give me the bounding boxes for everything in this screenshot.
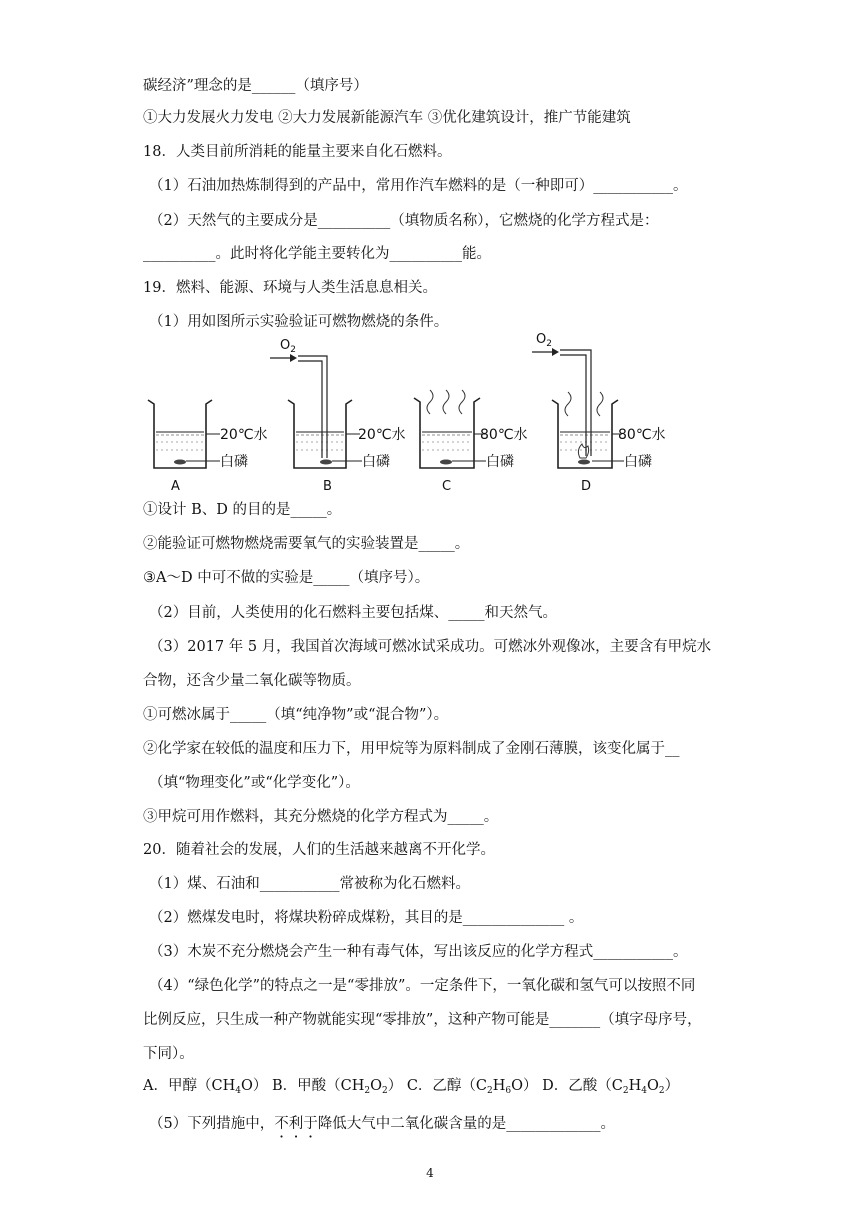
text-line-l23: （4）“绿色化学”的特点之一是“零排放”。一定条件下，一氧化碳和氢气可以按照不同 bbox=[149, 978, 696, 994]
beaker-d bbox=[532, 332, 666, 494]
svg-text:白磷: 白磷 bbox=[362, 454, 390, 470]
beaker-c bbox=[414, 390, 528, 494]
text-line-l04: （1）石油加热炼制得到的产品中，常用作汽车燃料的是（一种即可）___________。 bbox=[149, 178, 688, 194]
text-line-l15: ①可燃冰属于_____（填“纯净物”或“混合物”）。 bbox=[143, 707, 449, 723]
experiment-figure bbox=[140, 330, 700, 500]
text-line-l13: （3）2017 年 5 月，我国首次海域可燃冰试采成功。可燃冰外观像冰，主要含有甲烷水 bbox=[149, 639, 712, 655]
svg-text:20℃水: 20℃水 bbox=[220, 427, 268, 443]
text-line-l12: （2）目前，人类使用的化石燃料主要包括煤、_____和天然气。 bbox=[149, 605, 557, 621]
svg-text:A: A bbox=[171, 479, 180, 494]
text-line-l25: 下同）。 bbox=[143, 1046, 194, 1062]
options-line: A．甲醇$(CH_4O)$ B．甲酸$(CH_2O_2)$ C．乙醇$(C_2H_6O)$ D．乙酸$(C_2H_4O_2)$ bbox=[143, 1078, 680, 1096]
emphasis-char: 不 bbox=[274, 1116, 289, 1132]
svg-text:80℃水: 80℃水 bbox=[618, 427, 666, 443]
svg-text:O2: $O_2$ bbox=[280, 338, 296, 355]
emphasis-char: 利 bbox=[288, 1116, 304, 1132]
text-line-l11: ③A～D 中可不做的实验是_____（填序号）。 bbox=[143, 570, 430, 586]
text-line-l10: ②能验证可燃物燃烧需要氧气的实验装置是_____。 bbox=[143, 536, 470, 552]
svg-text:白磷: 白磷 bbox=[624, 454, 652, 470]
text-line-l07: 19．燃料、能源、环境与人类生活息息相关。 bbox=[143, 280, 437, 296]
text-line-l20: （1）煤、石油和___________常被称为化石燃料。 bbox=[149, 876, 470, 892]
svg-text:80℃水: 80℃水 bbox=[480, 427, 528, 443]
text-line-l14: 合物，还含少量二氧化碳等物质。 bbox=[143, 673, 361, 689]
text-line-l24: 比例反应，只生成一种产物就能实现“零排放”，这种产物可能是_______（填字母序号， bbox=[143, 1012, 702, 1028]
text-line-l09: ①设计 B、D 的目的是_____。 bbox=[143, 502, 342, 518]
text-line-l02: ①大力发展火力发电 ②大力发展新能源汽车 ③优化建筑设计，推广节能建筑 bbox=[143, 110, 631, 126]
text-line-l01: 碳经济”理念的是______（填序号） bbox=[143, 78, 368, 94]
svg-text:B: B bbox=[323, 479, 332, 494]
svg-text:20℃水: 20℃水 bbox=[358, 427, 406, 443]
text-line-l19: 20．随着社会的发展，人们的生活越来越离不开化学。 bbox=[143, 842, 495, 858]
emphasis-char: 于 bbox=[303, 1116, 318, 1132]
svg-text:白磷: 白磷 bbox=[220, 454, 248, 470]
text-line-l08: （1）用如图所示实验验证可燃物燃烧的条件。 bbox=[149, 314, 449, 330]
text-line-l05: （2）天然气的主要成分是__________（填物质名称），它燃烧的化学方程式是： bbox=[149, 213, 659, 229]
text-line-l17: （填“物理变化”或“化学变化”）。 bbox=[149, 775, 360, 791]
text-line-l21: （2）燃煤发电时，将煤块粉碎成煤粉，其目的是______________ 。 bbox=[149, 910, 584, 926]
svg-text:D: D bbox=[581, 479, 592, 494]
beaker-diagram bbox=[140, 330, 700, 500]
text-line-l22: （3）木炭不充分燃烧会产生一种有毒气体，写出该反应的化学方程式___________。 bbox=[149, 944, 688, 960]
beaker-b bbox=[270, 338, 406, 494]
question-20-5: （5）下列措施中，不利于降低大气中二氧化碳含量的是_____________。 bbox=[149, 1116, 615, 1132]
text-line-l03: 18．人类目前所消耗的能量主要来自化石燃料。 bbox=[143, 144, 452, 160]
svg-text:O2: $O_2$ bbox=[536, 332, 552, 349]
svg-text:白磷: 白磷 bbox=[486, 454, 514, 470]
text-line-l16: ②化学家在较低的温度和压力下，用甲烷等为原料制成了金刚石薄膜，该变化属于__ bbox=[143, 741, 680, 757]
svg-text:C: C bbox=[442, 479, 452, 494]
text-line-l06: __________。此时将化学能主要转化为__________能。 bbox=[143, 246, 491, 262]
page-number: 4 bbox=[426, 1166, 434, 1180]
text-line-l18: ③甲烷可用作燃料，其充分燃烧的化学方程式为_____。 bbox=[143, 809, 499, 825]
beaker-a bbox=[148, 400, 268, 494]
